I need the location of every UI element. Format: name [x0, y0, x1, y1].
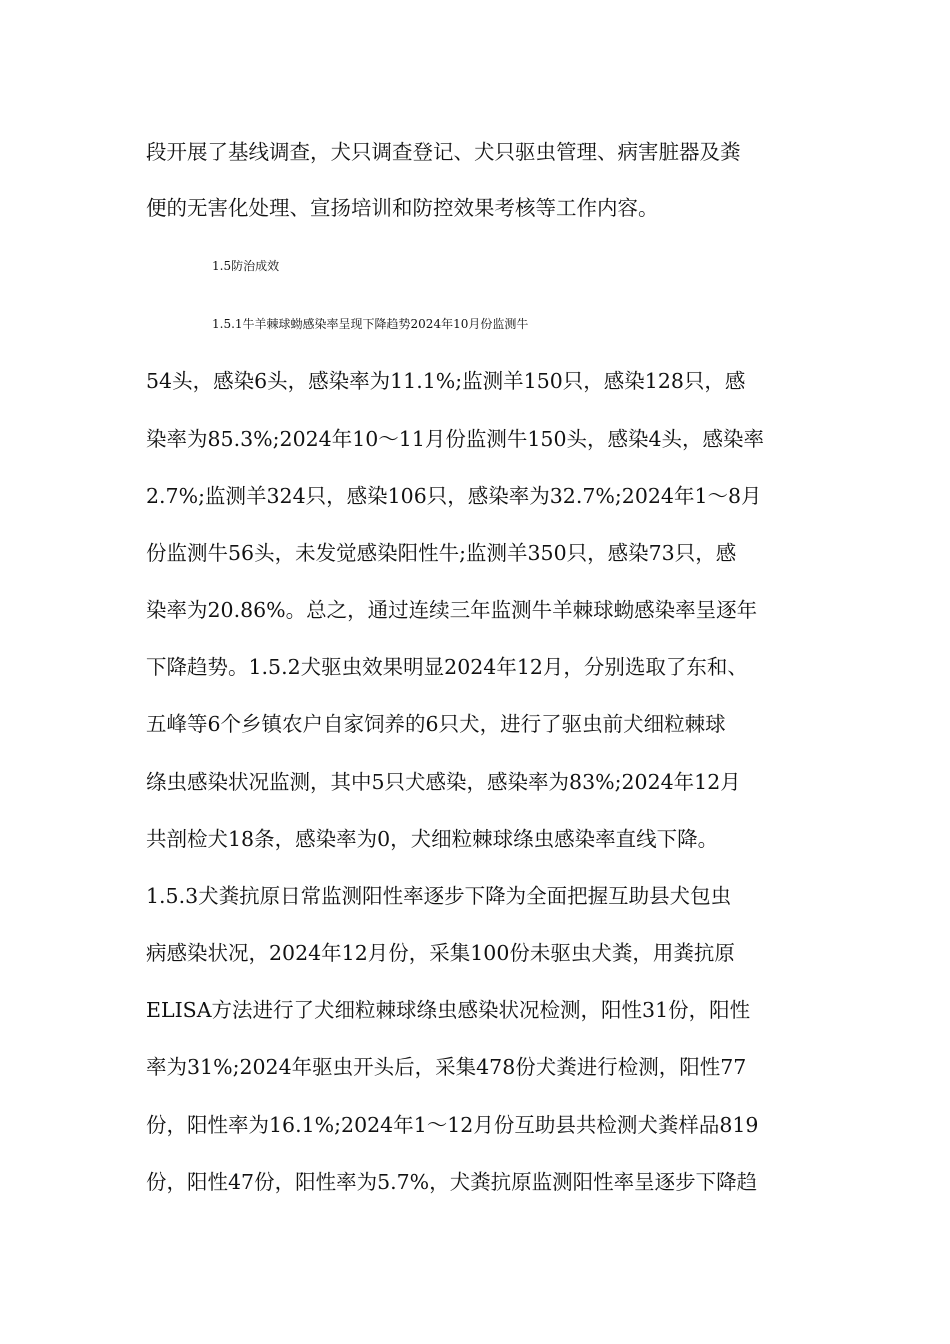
text-line: ELISA方法进行了犬细粒棘球绦虫感染状况检测，阳性31份，阳性	[146, 998, 751, 1022]
text-line: 便的无害化处理、宣扬培训和防控效果考核等工作内容。	[146, 196, 659, 220]
text-line: 1.5.1牛羊棘球蚴感染率呈现下降趋势2024年10月份监测牛	[212, 317, 529, 331]
text-line: 染率为20.86%。总之，通过连续三年监测牛羊棘球蚴感染率呈逐年	[146, 598, 758, 622]
text-line: 份，阳性率为16.1%;2024年1～12月份互助县共检测犬粪样品819	[146, 1113, 759, 1137]
text-line: 五峰等6个乡镇农户自家饲养的6只犬，进行了驱虫前犬细粒棘球	[146, 712, 726, 736]
text-line: 份，阳性47份，阳性率为5.7%，犬粪抗原监测阳性率呈逐步下降趋	[146, 1170, 758, 1194]
text-line: 段开展了基线调查，犬只调查登记、犬只驱虫管理、病害脏器及粪	[146, 140, 741, 164]
text-line: 染率为85.3%;2024年10～11月份监测牛150头，感染4头，感染率	[146, 427, 765, 451]
text-line: 2.7%;监测羊324只，感染106只，感染率为32.7%;2024年1～8月	[146, 484, 762, 508]
text-line: 份监测牛56头，未发觉感染阳性牛;监测羊350只，感染73只，感	[146, 541, 737, 565]
text-line: 54头，感染6头，感染率为11.1%;监测羊150只，感染128只，感	[146, 369, 746, 393]
text-line: 下降趋势。1.5.2犬驱虫效果明显2024年12月，分别选取了东和、	[146, 655, 748, 679]
text-line: 绦虫感染状况监测，其中5只犬感染，感染率为83%;2024年12月	[146, 770, 741, 794]
text-line: 率为31%;2024年驱虫开头后，采集478份犬粪进行检测，阳性77	[146, 1055, 747, 1079]
text-line: 病感染状况，2024年12月份，采集100份未驱虫犬粪，用粪抗原	[146, 941, 735, 965]
section-heading: 1.5防治成效	[212, 259, 280, 273]
text-line: 共剖检犬18条，感染率为0，犬细粒棘球绦虫感染率直线下降。	[146, 827, 719, 851]
text-line: 1.5.3犬粪抗原日常监测阳性率逐步下降为全面把握互助县犬包虫	[146, 884, 732, 908]
